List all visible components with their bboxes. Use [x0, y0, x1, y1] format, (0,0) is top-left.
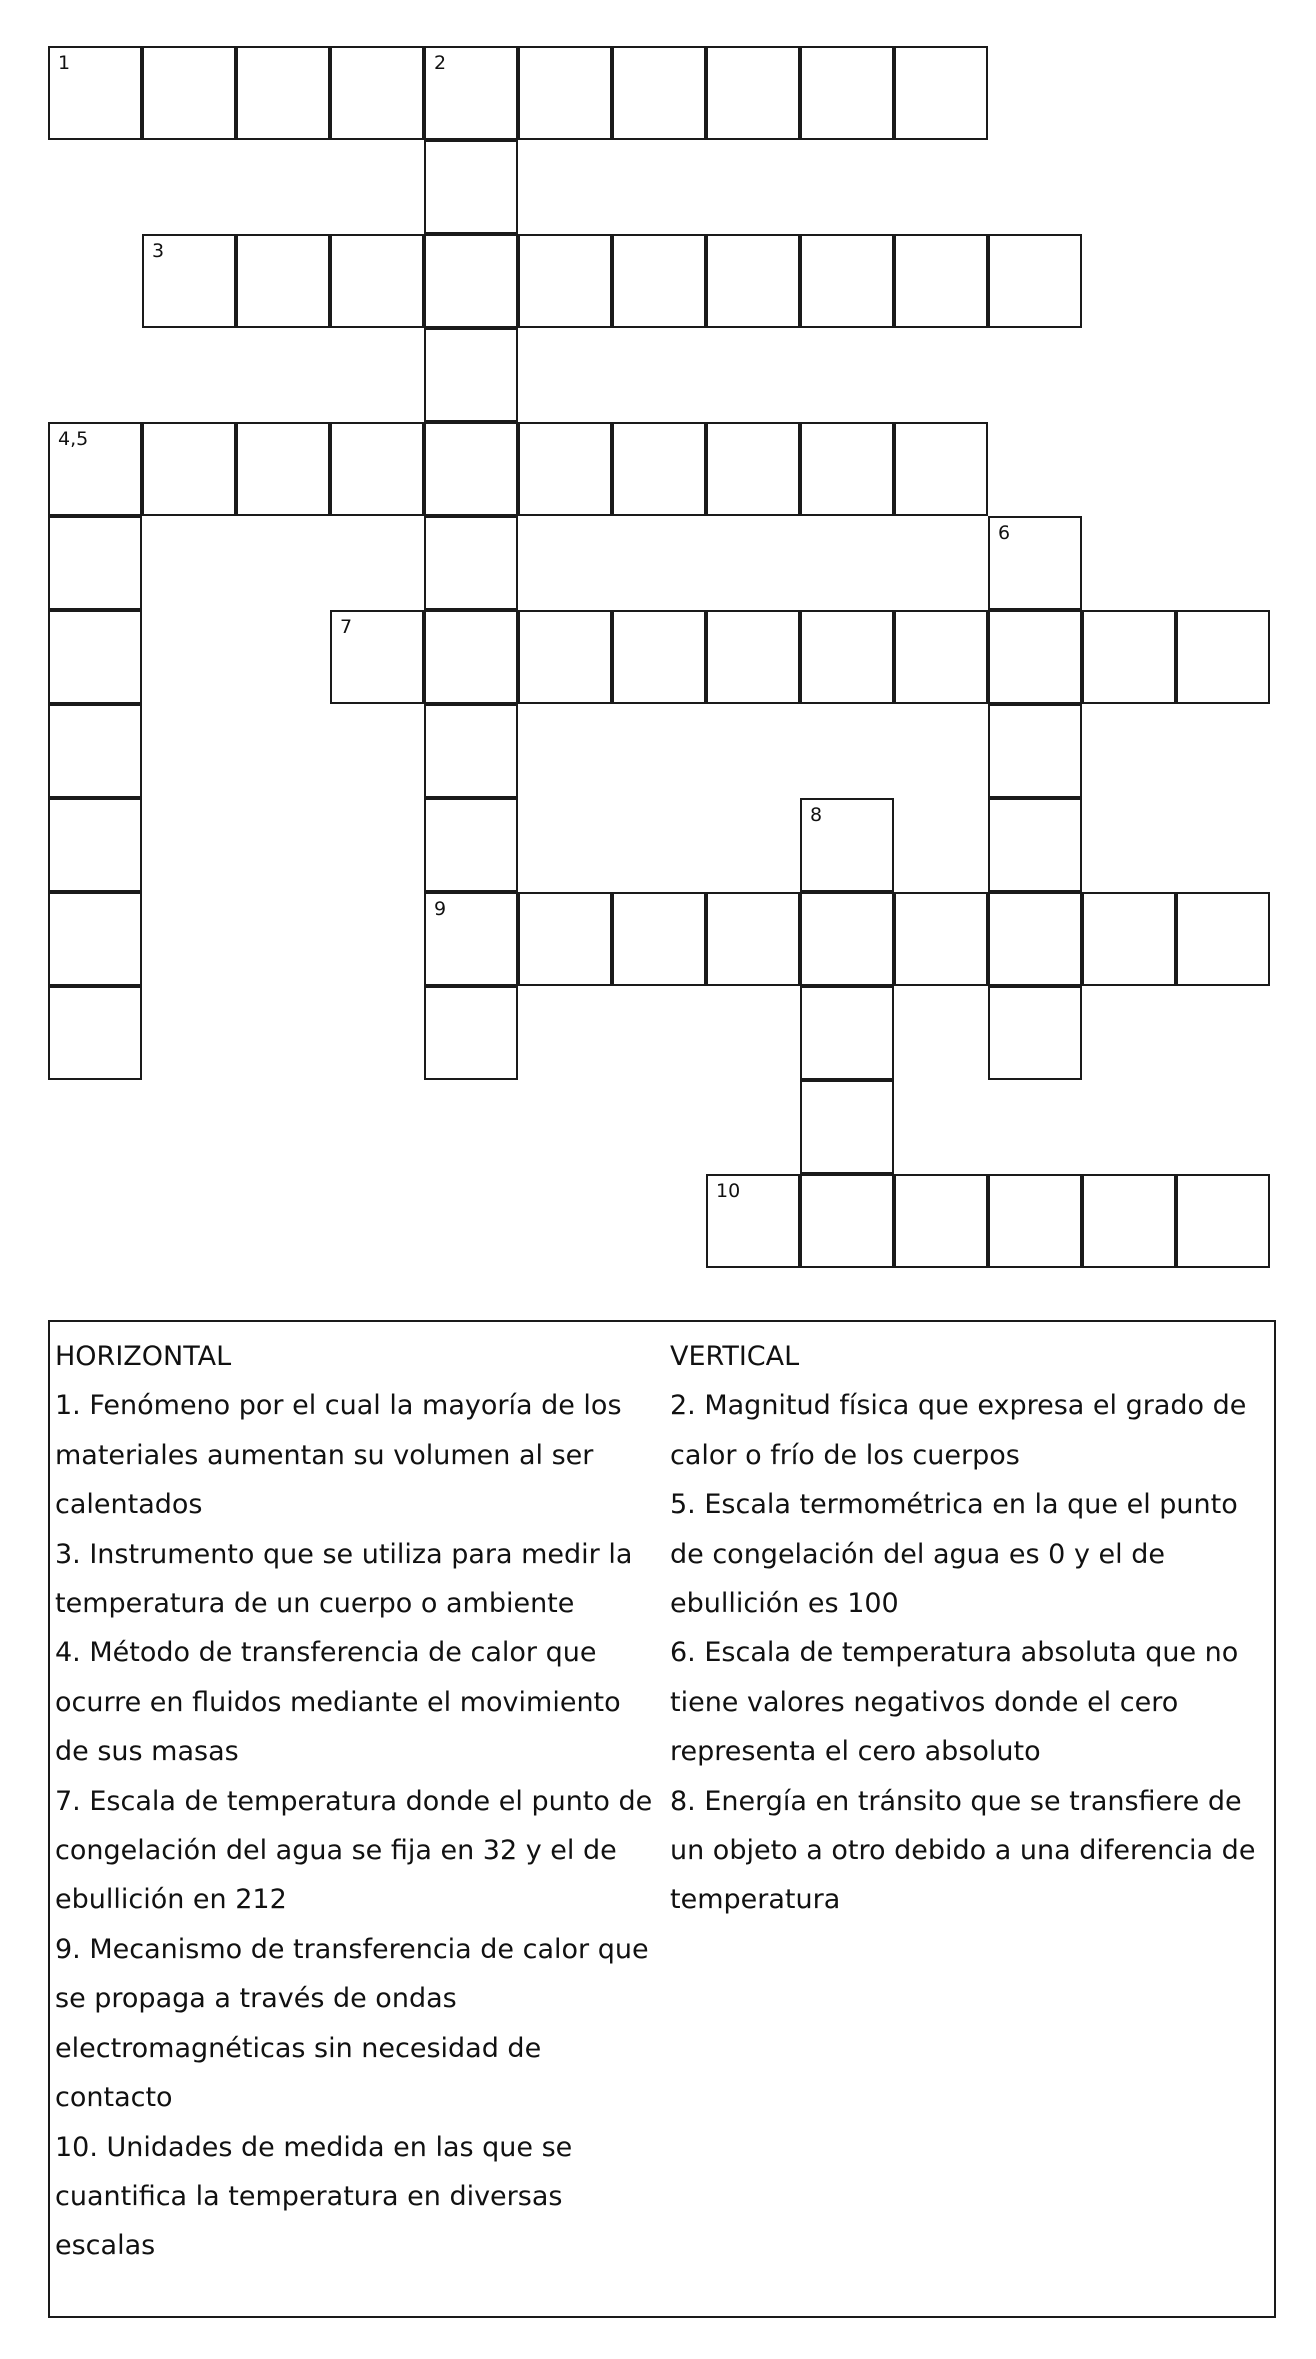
clue-number: 7	[340, 616, 353, 638]
horizontal-heading: HORIZONTAL	[55, 1341, 232, 1372]
grid-cell[interactable]	[424, 140, 518, 234]
grid-cell[interactable]	[48, 516, 142, 610]
grid-cell[interactable]	[424, 704, 518, 798]
grid-cell[interactable]	[988, 986, 1082, 1080]
grid-cell[interactable]	[706, 422, 800, 516]
grid-cell[interactable]	[894, 422, 988, 516]
grid-cell[interactable]	[988, 234, 1082, 328]
grid-cell[interactable]	[894, 892, 988, 986]
grid-cell[interactable]	[800, 1174, 894, 1268]
grid-cell[interactable]	[894, 46, 988, 140]
grid-cell[interactable]	[800, 610, 894, 704]
grid-cell[interactable]	[988, 1174, 1082, 1268]
grid-cell[interactable]	[330, 610, 424, 704]
grid-cell[interactable]	[330, 234, 424, 328]
clue-number: 9	[434, 898, 447, 920]
grid-cell[interactable]	[800, 46, 894, 140]
grid-cell[interactable]	[706, 892, 800, 986]
grid-cell[interactable]	[48, 986, 142, 1080]
grid-cell[interactable]	[612, 46, 706, 140]
grid-cell[interactable]	[612, 892, 706, 986]
grid-cell[interactable]	[612, 234, 706, 328]
grid-cell[interactable]	[424, 46, 518, 140]
grid-cell[interactable]	[424, 986, 518, 1080]
clue-number: 2	[434, 52, 447, 74]
crossword-grid	[48, 46, 1276, 1276]
grid-cell[interactable]	[48, 704, 142, 798]
grid-cell[interactable]	[48, 610, 142, 704]
grid-cell[interactable]	[424, 798, 518, 892]
clue-vertical-2: 2. Magnitud física que expresa el grado de calor o frío de los cuerpos	[670, 1390, 1247, 1471]
grid-cell[interactable]	[800, 1080, 894, 1174]
grid-cell[interactable]	[424, 422, 518, 516]
grid-cell[interactable]	[988, 704, 1082, 798]
grid-cell[interactable]	[48, 798, 142, 892]
grid-cell[interactable]	[330, 422, 424, 516]
grid-cell[interactable]	[1082, 892, 1176, 986]
grid-cell[interactable]	[48, 46, 142, 140]
clue-number: 8	[810, 804, 823, 826]
grid-cell[interactable]	[142, 422, 236, 516]
vertical-heading: VERTICAL	[670, 1341, 800, 1372]
clue-number: 4,5	[58, 428, 89, 450]
clue-horizontal-7: 7. Escala de temperatura donde el punto de congelación del agua se fija en 32 y el de ebullición en 212	[55, 1785, 653, 1916]
grid-cell[interactable]	[236, 422, 330, 516]
grid-cell[interactable]	[800, 986, 894, 1080]
grid-cell[interactable]	[1082, 1174, 1176, 1268]
grid-cell[interactable]	[518, 610, 612, 704]
clue-horizontal-9: 9. Mecanismo de transferencia de calor que se propaga a través de ondas electromagnéticas sin necesidad de contacto	[55, 1933, 649, 2114]
grid-cell[interactable]	[236, 46, 330, 140]
grid-cell[interactable]	[612, 422, 706, 516]
clue-number: 1	[58, 52, 71, 74]
grid-cell[interactable]	[800, 234, 894, 328]
grid-cell[interactable]	[612, 610, 706, 704]
grid-cell[interactable]	[988, 516, 1082, 610]
grid-cell[interactable]	[706, 46, 800, 140]
grid-cell[interactable]	[894, 610, 988, 704]
clue-vertical-8: 8. Energía en tránsito que se transfiere de un objeto a otro debido a una diferencia de temperatura	[670, 1785, 1256, 1916]
grid-cell[interactable]	[142, 234, 236, 328]
grid-cell[interactable]	[518, 892, 612, 986]
clue-vertical-6: 6. Escala de temperatura absoluta que no tiene valores negativos donde el cero representa el cero absoluto	[670, 1637, 1239, 1768]
clue-horizontal-1: 1. Fenómeno por el cual la mayoría de los materiales aumentan su volumen al ser calentados	[55, 1390, 622, 1521]
clue-vertical-5: 5. Escala termométrica en la que el punto de congelación del agua es 0 y el de ebullición es 100	[670, 1489, 1238, 1620]
grid-cell[interactable]	[988, 892, 1082, 986]
grid-cell[interactable]	[800, 892, 894, 986]
grid-cell[interactable]	[424, 328, 518, 422]
grid-cell[interactable]	[518, 422, 612, 516]
grid-cell[interactable]	[706, 1174, 800, 1268]
grid-cell[interactable]	[518, 234, 612, 328]
horizontal-clues	[55, 1332, 655, 2271]
grid-cell[interactable]	[1082, 610, 1176, 704]
clue-number: 6	[998, 522, 1011, 544]
grid-cell[interactable]	[1176, 892, 1270, 986]
clues-box	[48, 1320, 1276, 2318]
grid-cell[interactable]	[424, 610, 518, 704]
clue-horizontal-3: 3. Instrumento que se utiliza para medir la temperatura de un cuerpo o ambiente	[55, 1538, 633, 1620]
clue-number: 10	[716, 1180, 741, 1202]
clue-horizontal-4: 4. Método de transferencia de calor que ocurre en fluidos mediante el movimiento de sus masas	[55, 1637, 621, 1768]
grid-cell[interactable]	[518, 46, 612, 140]
grid-cell[interactable]	[142, 46, 236, 140]
grid-cell[interactable]	[1176, 610, 1270, 704]
grid-cell[interactable]	[330, 46, 424, 140]
grid-cell[interactable]	[424, 892, 518, 986]
clue-horizontal-10: 10. Unidades de medida en las que se cuantifica la temperatura en diversas escalas	[55, 2131, 573, 2262]
grid-cell[interactable]	[1176, 1174, 1270, 1268]
grid-cell[interactable]	[800, 422, 894, 516]
grid-cell[interactable]	[988, 610, 1082, 704]
grid-cell[interactable]	[706, 234, 800, 328]
vertical-clues	[670, 1332, 1270, 1925]
clue-number: 3	[152, 240, 165, 262]
grid-cell[interactable]	[48, 422, 142, 516]
grid-cell[interactable]	[424, 234, 518, 328]
grid-cell[interactable]	[988, 798, 1082, 892]
grid-cell[interactable]	[706, 610, 800, 704]
grid-cell[interactable]	[894, 234, 988, 328]
grid-cell[interactable]	[800, 798, 894, 892]
grid-cell[interactable]	[236, 234, 330, 328]
grid-cell[interactable]	[48, 892, 142, 986]
grid-cell[interactable]	[424, 516, 518, 610]
grid-cell[interactable]	[894, 1174, 988, 1268]
